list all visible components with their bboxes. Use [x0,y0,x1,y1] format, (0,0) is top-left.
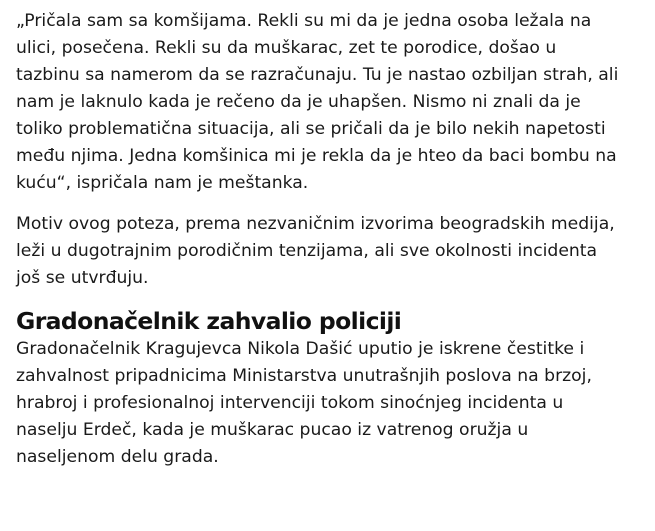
paragraph-line: kuću“, ispričala nam je meštanka. [16,173,309,193]
paragraph-line: još se utvrđuju. [16,268,149,288]
paragraph-line: toliko problematična situacija, ali se pričali da je bilo nekih napetosti [16,119,606,139]
paragraph-line: Motiv ovog poteza, prema nezvaničnim izvorima beogradskih medija, [16,214,615,234]
section-heading: Gradonačelnik zahvalio policiji [16,307,402,335]
paragraph-line: leži u dugotrajnim porodičnim tenzijama, ali sve okolnosti incidenta [16,241,598,261]
paragraph-line: „Pričala sam sa komšijama. Rekli su mi da je jedna osoba ležala na [16,11,592,31]
paragraph-line: nam je laknulo kada je rečeno da je uhapšen. Nismo ni znali da je [16,92,581,112]
quote-paragraph [16,8,652,197]
paragraph-line: Gradonačelnik Kragujevca Nikola Dašić uputio je iskrene čestitke i [16,339,585,359]
paragraph-line: tazbinu sa namerom da se razračunaju. Tu je nastao ozbiljan strah, ali [16,65,619,85]
paragraph-line: među njima. Jedna komšinica mi je rekla da je hteo da baci bombu na [16,146,617,166]
motive-paragraph [16,211,652,292]
paragraph-line: ulici, posečena. Rekli su da muškarac, zet te porodice, došao u [16,38,557,58]
mayor-paragraph [16,336,652,471]
paragraph-line: hrabroj i profesionalnoj intervenciji tokom sinoćnjeg incidenta u [16,393,564,413]
paragraph-line: zahvalnost pripadnicima Ministarstva unutrašnjih poslova na brzoj, [16,366,592,386]
paragraph-line: naseljenom delu grada. [16,447,219,467]
article-body [16,8,652,485]
paragraph-line: naselju Erdeč, kada je muškarac pucao iz vatrenog oružja u [16,420,529,440]
